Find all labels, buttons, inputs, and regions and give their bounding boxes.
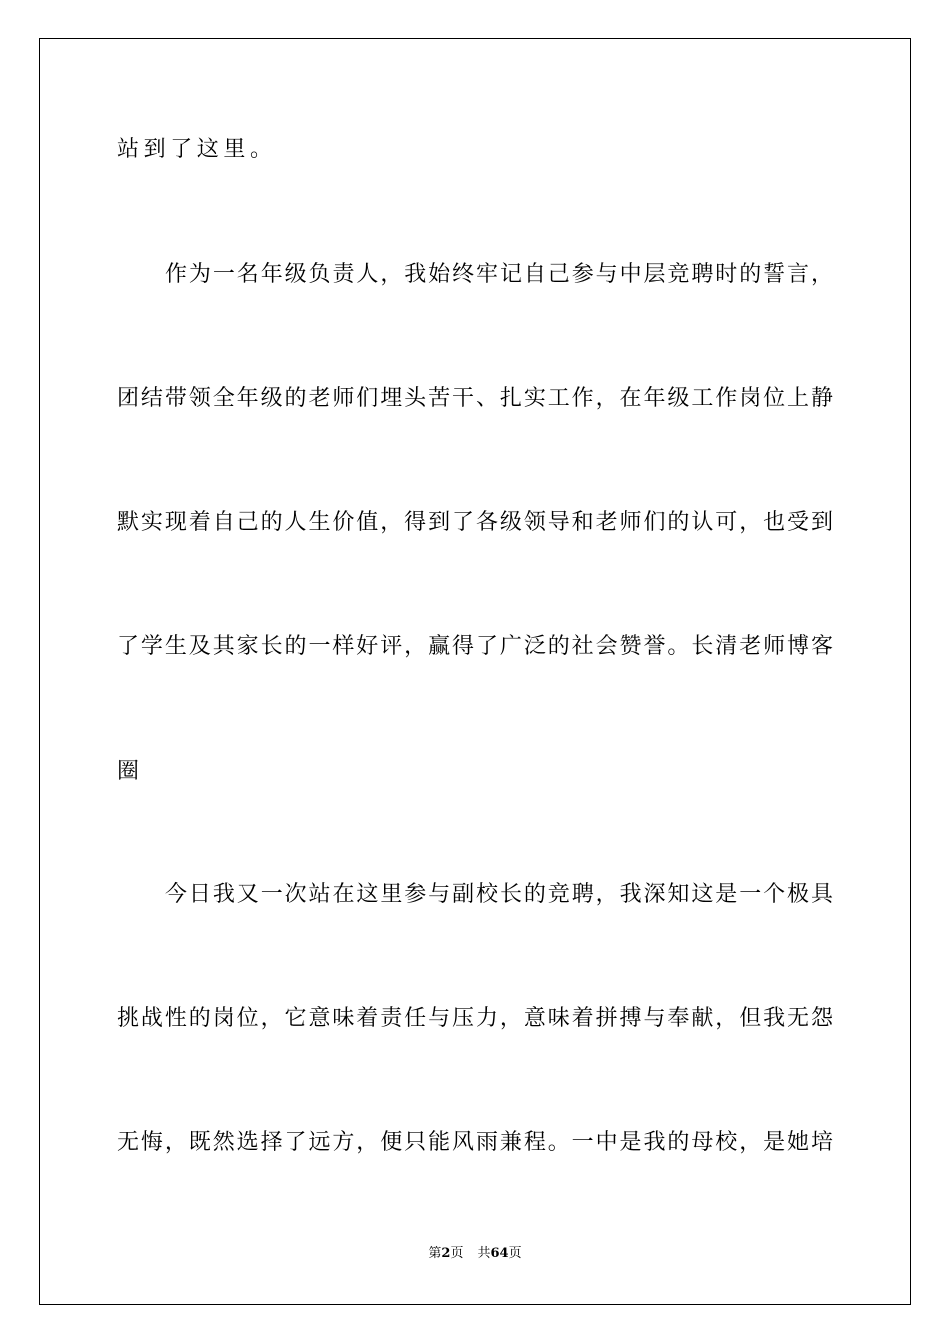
total-pages: 64	[490, 1246, 509, 1261]
text-line-4: 默实现着自己的人生价值，得到了各级领导和老师们的认可，也受到	[117, 510, 833, 535]
text-line-6: 圈	[117, 759, 144, 784]
page-footer	[0, 1246, 950, 1262]
text-line-8: 挑战性的岗位，它意味着责任与压力，意味着拼搏与奉献，但我无怨	[117, 1006, 833, 1031]
total-prefix: 共	[477, 1246, 491, 1261]
text-line-7: 今日我又一次站在这里参与副校长的竞聘，我深知这是一个极具	[165, 882, 833, 907]
page-suffix: 页	[450, 1246, 464, 1261]
page-border	[39, 38, 911, 1305]
text-line-3: 团结带领全年级的老师们埋头苦干、扎实工作，在年级工作岗位上静	[117, 386, 833, 411]
text-line-2: 作为一名年级负责人，我始终牢记自己参与中层竞聘时的誓言，	[165, 262, 833, 287]
page-prefix: 第	[428, 1246, 442, 1261]
text-line-5: 了学生及其家长的一样好评，赢得了广泛的社会赞誉。长清老师博客	[117, 634, 833, 659]
text-line-1: 站到了这里。	[117, 137, 277, 162]
total-suffix: 页	[508, 1246, 522, 1261]
text-line-9: 无悔，既然选择了远方，便只能风雨兼程。一中是我的母校，是她培	[117, 1130, 833, 1155]
page-number: 2	[441, 1246, 451, 1261]
